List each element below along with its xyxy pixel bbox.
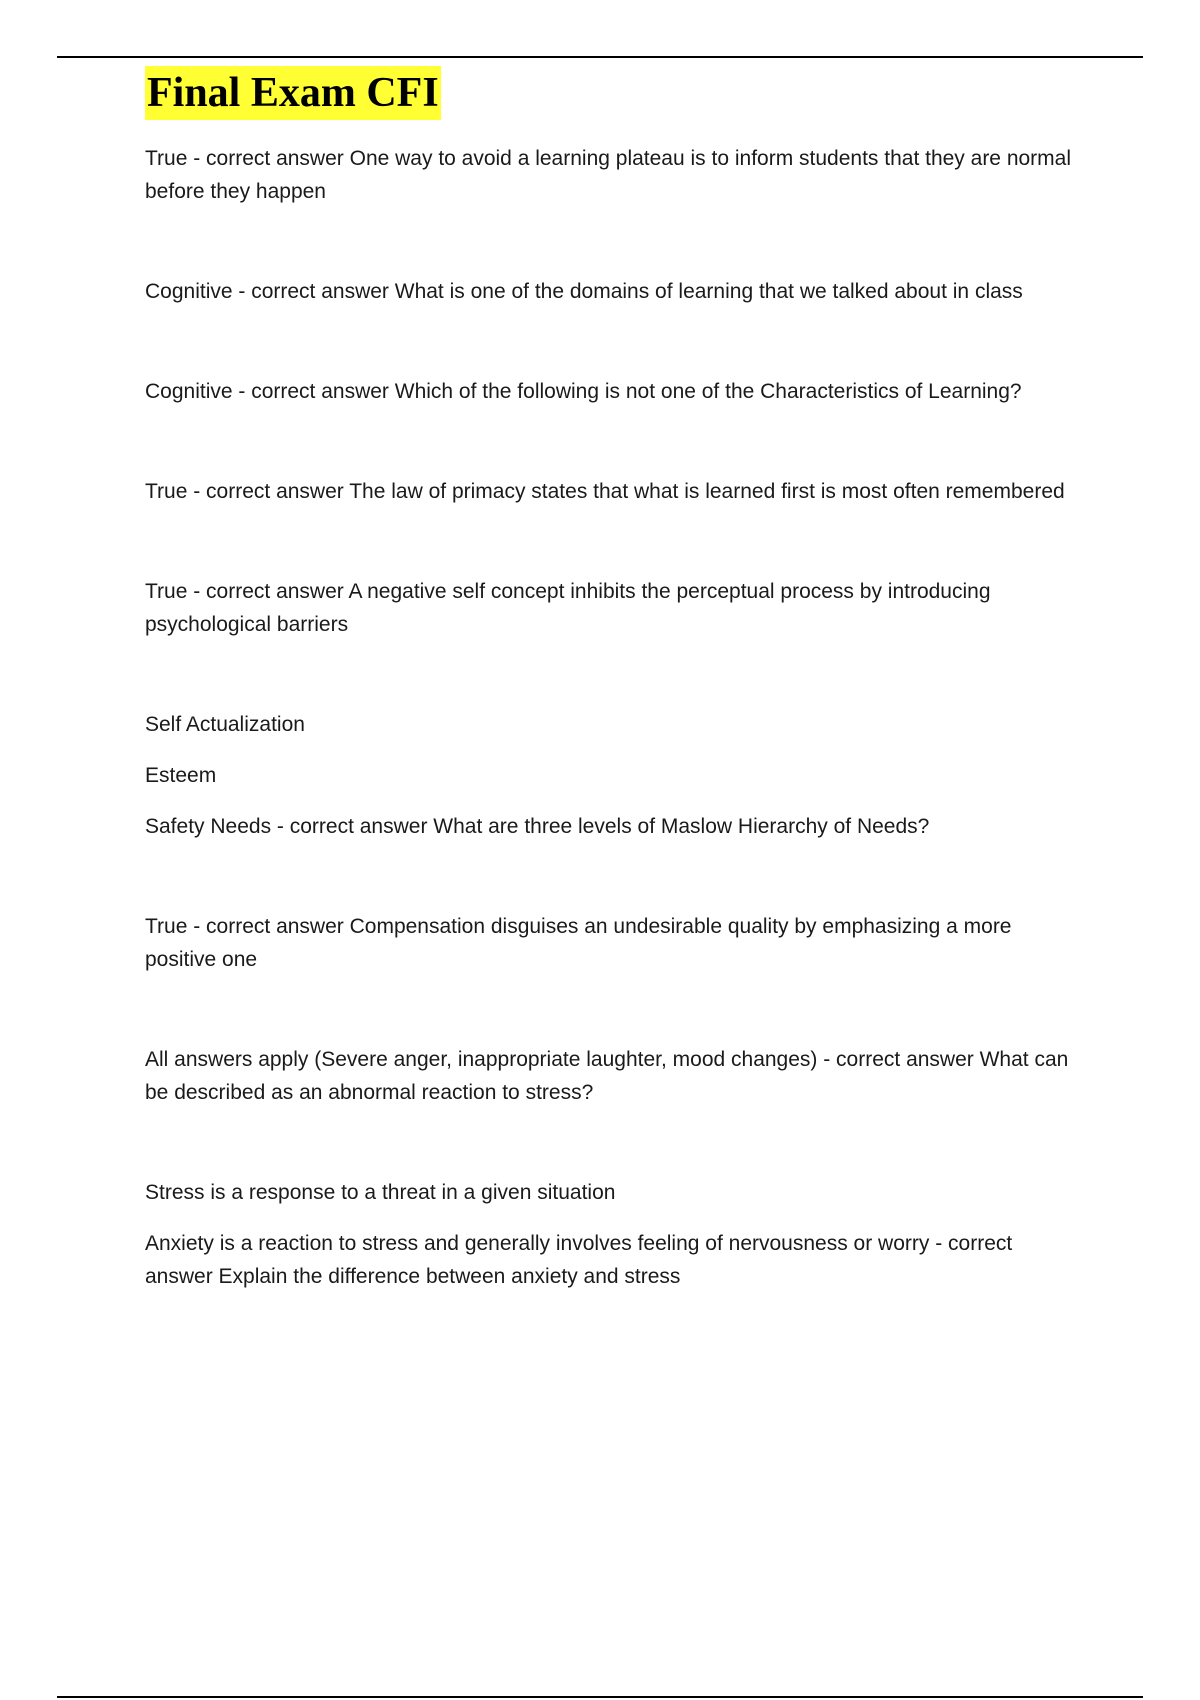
qa-item-self-actualization: Self Actualization [145, 713, 305, 736]
qa-item-maslow-hierarchy: Safety Needs - correct answer What are three levels of Maslow Hierarchy of Needs? [145, 815, 930, 838]
qa-item-learning-plateau: True - correct answer One way to avoid a learning plateau is to inform students that they are normal before they happen [145, 147, 1072, 203]
qa-item-esteem: Esteem [145, 764, 217, 787]
qa-item-law-of-primacy: True - correct answer The law of primacy states that what is learned first is most often remembered [145, 480, 1065, 503]
qa-item-anxiety-vs-stress: Anxiety is a reaction to stress and generally involves feeling of nervousness or worry - correct answer Explain the difference between anxiety and stress [145, 1232, 1013, 1288]
document-page [145, 66, 1085, 1293]
qa-item-domains-of-learning: Cognitive - correct answer What is one of the domains of learning that we talked about in class [145, 280, 1023, 303]
qa-item-abnormal-stress-reaction: All answers apply (Severe anger, inappropriate laughter, mood changes) - correct answer What can be described as an abnormal reaction to stress? [145, 1048, 1069, 1104]
top-rule [57, 56, 1143, 58]
bottom-rule [57, 1696, 1143, 1698]
document-title: Final Exam CFI [145, 66, 441, 120]
qa-item-self-concept: True - correct answer A negative self concept inhibits the perceptual process by introducing psychological barriers [145, 580, 991, 636]
qa-item-stress-definition: Stress is a response to a threat in a given situation [145, 1181, 616, 1204]
qa-item-characteristics-of-learning: Cognitive - correct answer Which of the following is not one of the Characteristics of Learning? [145, 380, 1022, 403]
qa-item-compensation: True - correct answer Compensation disguises an undesirable quality by emphasizing a more positive one [145, 915, 1012, 971]
qa-list [145, 142, 1085, 1293]
